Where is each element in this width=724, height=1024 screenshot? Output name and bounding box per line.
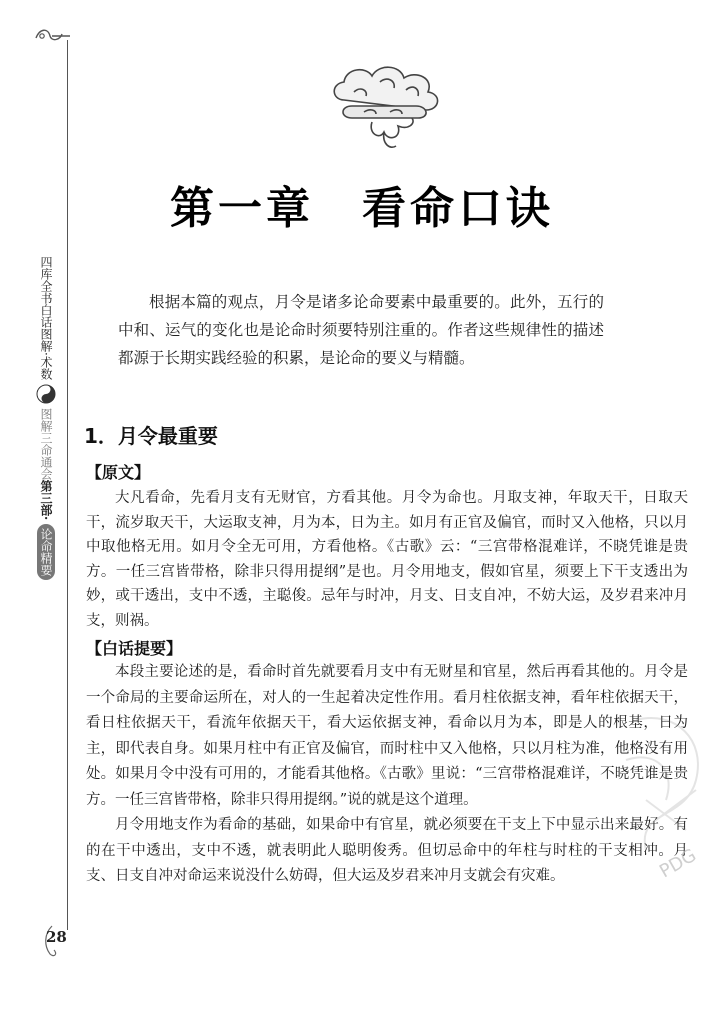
watermark-text: PDG <box>656 844 700 883</box>
explanation-paragraph: 月令用地支作为看命的基础，如果命中有官星，就必须要在干支上下中显示出来最好。有的在干中透出，支中不透，就表明此人聪明俊秀。但切忌命中的年柱与时柱的干支相冲。月支、日支自冲对命运来说没什么妨碍，但大运及岁君来冲月支就会有灾难。 <box>86 817 688 884</box>
explanation-tag: 【白话提要】 <box>86 639 183 658</box>
original-text <box>86 486 688 634</box>
explanation-text <box>86 660 688 890</box>
part-name: 论命精要 <box>39 528 53 577</box>
chapter-intro <box>118 288 604 372</box>
intro-paragraph: 根据本篇的观点，月令是诸多论命要素中最重要的。此外，五行的中和、运气的变化也是论命时须要特别注重的。作者这些规律性的描述都源于长期实践经验的积累，是论命的要义与精髓。 <box>118 293 604 367</box>
original-paragraph: 大凡看命，先看月支有无财官，方看其他。月令为命也。月取支神，年取天干，日取天干，流岁取天干，大运取支神，月为本，日为主。如月有正官及偏官，而时又入他格，只以月中取他格无用。如月令全无可用，方看他格。《古歌》云：“三宫带格混难详，不晓凭谁是贵方。一任三宫皆带格，除非只得用提纲”是也。月令用地支，假如官星，须要上下干支透出为妙，或干透出，支中不透，主聪俊。忌年与时冲，月支、日支自冲，不妨大运，及岁君来冲月支，则祸。 <box>86 490 688 629</box>
yin-yang-icon <box>36 384 56 404</box>
section-title: 1．月令最重要 <box>84 424 218 448</box>
part-name-badge <box>37 524 55 580</box>
page-number: 28 <box>46 928 67 946</box>
explanation-paragraph: 本段主要论述的是，看命时首先就要看月支中有无财星和官星，然后再看其他的。月令是一个命局的主要命运所在，对人的一生起着决定性作用。看月柱依据支神，看年柱依据天干，看日柱依据天干，看流年依据天干，看大运依据支神，看命以月为本，即是人的根基，日为主，即代表自身。如果月柱中有正官及偏官，而时柱中又入他格，只以月柱为准，他格没有用处。如果月令中没有可用的，才能看其他格。《古歌》里说：“三宫带格混难详，不晓凭谁是贵方。一任三宫皆带格，除非只得用提纲。”说的就是这个道理。 <box>86 664 688 808</box>
watermark-logo <box>606 700 716 920</box>
corner-flourish-icon <box>32 24 72 46</box>
book-title: 图解三命通会 <box>39 407 53 480</box>
original-text-tag: 【原文】 <box>86 463 151 482</box>
chapter-title: 第一章 看命口诀 <box>170 183 554 234</box>
cloud-ornament-icon <box>324 60 448 156</box>
part-label: 第三部· <box>39 479 53 521</box>
series-title: 四库全书白话图解·术数 <box>39 256 53 380</box>
side-banner <box>36 256 56 580</box>
